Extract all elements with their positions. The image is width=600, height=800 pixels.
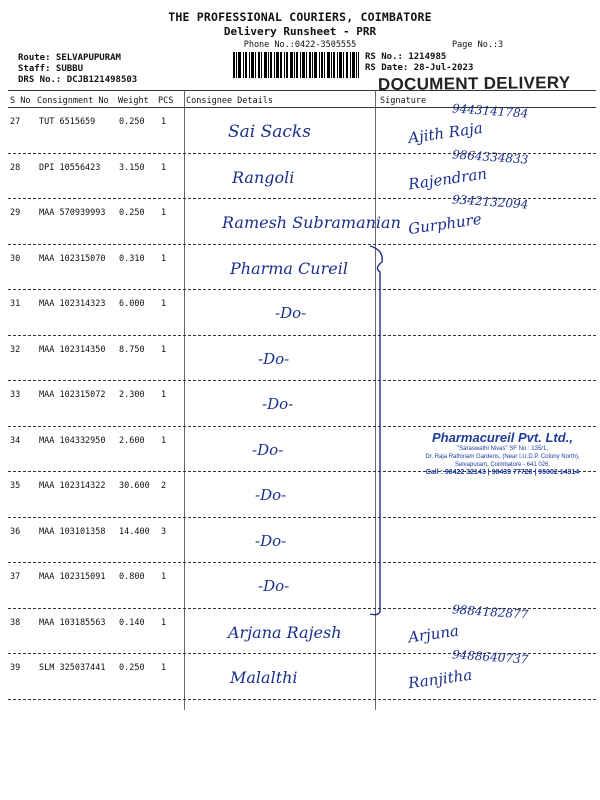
company-stamp-line2: Dr. Raja Rathinam Gardens, (Near I.U.D.P. Colony North),: [425, 454, 580, 460]
row-consignee: -Do-: [258, 349, 290, 368]
row-pcs: 1: [161, 208, 167, 218]
row-weight: 3.150: [119, 162, 145, 173]
table-row: [0, 290, 600, 336]
row-sno: 39: [10, 663, 21, 673]
row-pcs: 1: [161, 344, 167, 355]
table-row: [0, 192, 600, 245]
row-consignment-no: MAA 570939993: [39, 208, 106, 218]
col-consignment: Consignment No: [37, 96, 109, 106]
row-weight: 2.600: [119, 435, 145, 446]
row-sno: 36: [10, 526, 21, 537]
row-signature-phone: 9884182877: [451, 601, 529, 622]
row-signature-phone: 9443141784: [451, 101, 529, 121]
barcode: [233, 52, 359, 78]
row-sno: 34: [10, 435, 21, 446]
table-top-rule: [8, 90, 596, 91]
rs-date: RS Date: 28-Jul-2023: [365, 63, 474, 73]
col-consignee: Consignee Details: [186, 96, 273, 106]
row-pcs: 1: [161, 435, 167, 446]
row-sno: 32: [10, 344, 21, 355]
company-stamp-line1: "Saraswathi Nivas" SF No : 135/1,: [457, 446, 548, 452]
ditto-bracket: [366, 240, 396, 620]
row-signature: Ranjitha: [407, 665, 474, 693]
row-signature: Arjuna: [406, 621, 460, 646]
row-weight: 0.800: [119, 572, 145, 582]
row-pcs: 1: [161, 390, 167, 400]
row-consignee: Sai Sacks: [228, 122, 311, 142]
row-pcs: 1: [161, 663, 167, 673]
row-consignee: -Do-: [258, 577, 290, 595]
row-sno: 29: [10, 208, 21, 218]
document-delivery-stamp: DOCUMENT DELIVERY: [377, 72, 571, 95]
row-consignment-no: MAA 102314350: [39, 344, 106, 355]
col-signature: Signature: [380, 96, 427, 106]
row-consignment-no: MAA 102314323: [39, 299, 106, 309]
row-consignee: -Do-: [255, 486, 287, 504]
row-pcs: 1: [161, 253, 167, 264]
drs-number: DRS No.: DCJB121498503: [18, 75, 138, 85]
company-stamp-name: Pharmacureil Pvt. Ltd.,: [432, 430, 573, 445]
row-consignment-no: TUT 6515659: [39, 117, 96, 127]
row-weight: 0.250: [119, 208, 145, 218]
table-row: [0, 336, 600, 382]
row-pcs: 1: [161, 572, 167, 582]
row-sno: 37: [10, 572, 21, 582]
company-stamp-line3: Selvapuram, Coimbatore - 641 026.: [454, 462, 551, 468]
row-consignee: Malalthi: [230, 668, 298, 687]
row-weight: 0.140: [119, 617, 145, 628]
row-consignment-no: MAA 102315070: [39, 253, 106, 264]
row-weight: 14.400: [119, 526, 150, 537]
route: Route: SELVAPUPURAM: [18, 53, 121, 63]
row-pcs: 1: [161, 117, 167, 127]
row-weight: 0.310: [119, 253, 145, 264]
row-weight: 0.250: [119, 117, 145, 127]
row-sno: 30: [10, 253, 21, 264]
company-stamp: [410, 430, 595, 510]
row-consignee: Arjana Rajesh: [228, 622, 342, 642]
col-weight: Weight: [118, 96, 149, 106]
row-sno: 38: [10, 617, 21, 628]
row-signature: Gurphure: [407, 209, 483, 239]
row-consignee: -Do-: [255, 531, 287, 550]
col-sno: S No: [10, 96, 31, 106]
row-consignment-no: MAA 104332950: [39, 435, 106, 446]
table-row: [0, 563, 600, 609]
company-stamp-phones: Call : 98422 32143 | 98439 77728 | 95002 14314: [425, 469, 580, 476]
row-sno: 31: [10, 299, 21, 309]
staff: Staff: SUBBU: [18, 64, 84, 74]
row-consignee: -Do-: [252, 440, 284, 459]
row-consignment-no: MAA 102315072: [39, 390, 106, 400]
row-pcs: 3: [161, 526, 167, 537]
runsheet-subtitle: Delivery Runsheet - PRR: [223, 25, 377, 38]
row-consignment-no: MAA 103185563: [39, 617, 106, 628]
table-row: [0, 601, 600, 655]
table-row: [0, 518, 600, 564]
row-weight: 0.250: [119, 663, 145, 673]
phone-number: Phone No.:0422-3505555: [243, 40, 357, 50]
row-consignee: Pharma Cureil: [230, 258, 348, 278]
table-row: [0, 146, 600, 200]
row-pcs: 2: [161, 481, 167, 491]
row-consignee: -Do-: [275, 304, 307, 322]
table-row: [0, 647, 600, 700]
row-weight: 30.600: [119, 481, 150, 491]
row-weight: 6.000: [119, 299, 145, 309]
row-consignment-no: DPI 10556423: [39, 162, 101, 173]
row-consignment-no: MAA 103101358: [39, 526, 106, 537]
row-divider: [8, 699, 596, 700]
row-signature-phone: 9342132094: [451, 192, 529, 212]
row-consignee: -Do-: [262, 395, 294, 413]
row-signature: Ajith Raja: [407, 118, 484, 148]
page-number: Page No.:3: [452, 40, 504, 50]
row-pcs: 1: [161, 299, 167, 309]
table-row: [0, 245, 600, 291]
row-sno: 33: [10, 390, 21, 400]
table-row: [0, 381, 600, 427]
row-sno: 35: [10, 481, 21, 491]
row-weight: 8.750: [119, 344, 145, 355]
row-weight: 2.300: [119, 390, 145, 400]
row-sno: 27: [10, 117, 21, 127]
row-sno: 28: [10, 162, 21, 173]
row-consignment-no: MAA 102314322: [39, 481, 106, 491]
row-signature: Rajendran: [407, 164, 489, 193]
row-consignee: Ramesh Subramanian: [222, 213, 401, 232]
col-pcs: PCS: [158, 96, 174, 106]
row-signature-phone: 9488640737: [451, 647, 529, 667]
row-pcs: 1: [161, 162, 167, 173]
row-pcs: 1: [161, 617, 167, 628]
row-signature-phone: 9864334833: [451, 146, 529, 167]
row-consignment-no: MAA 102315091: [39, 572, 106, 582]
company-title: THE PROFESSIONAL COURIERS, COIMBATORE: [168, 10, 432, 24]
row-consignee: Rangoli: [232, 167, 295, 187]
row-consignment-no: SLM 325037441: [39, 663, 106, 673]
rs-number: RS No.: 1214985: [365, 52, 447, 62]
